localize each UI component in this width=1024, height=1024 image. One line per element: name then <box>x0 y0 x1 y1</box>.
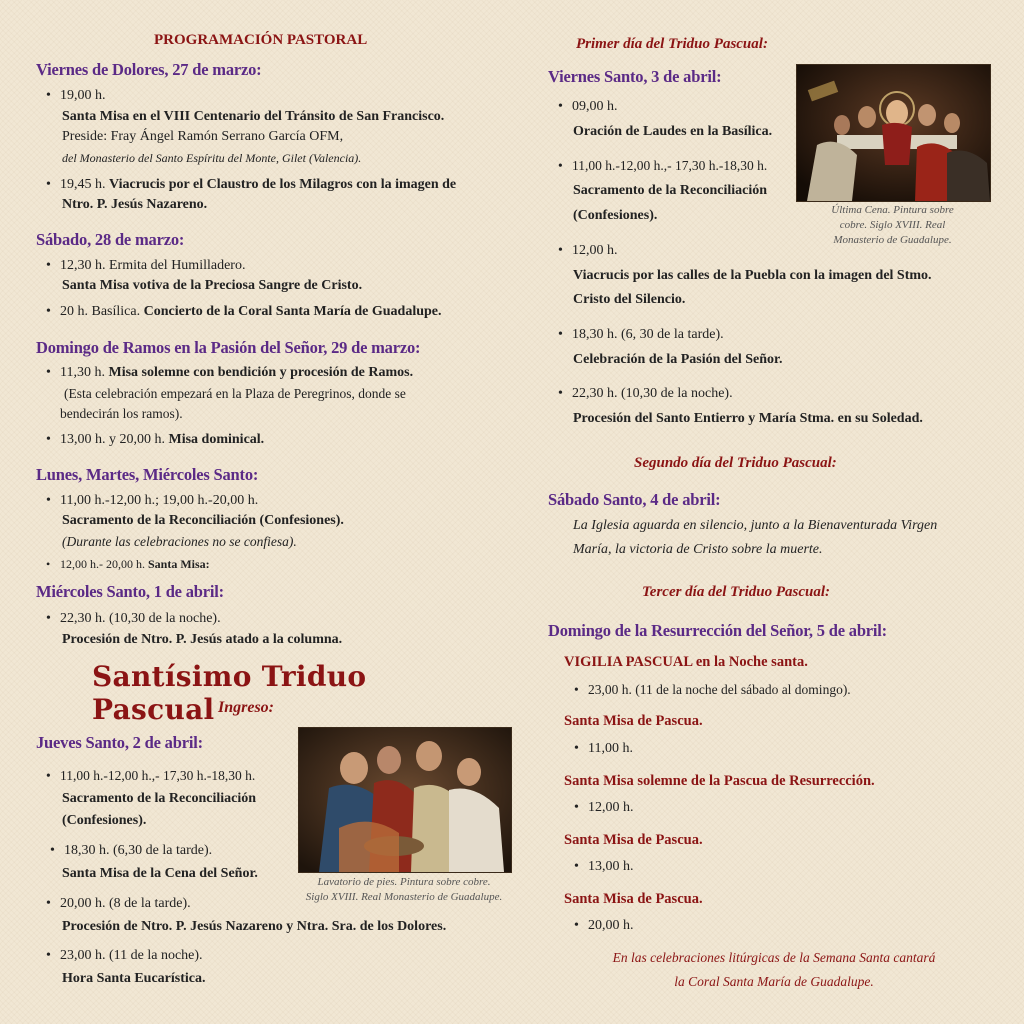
heading-lunes-miercoles: Lunes, Martes, Miércoles Santo: <box>36 465 259 484</box>
time-lunes-2: • 12,00 h.- 20,00 h. <box>46 557 145 571</box>
misa-2-time: • 12,00 h. <box>574 798 634 818</box>
event-ramos-2: Misa dominical. <box>168 432 265 447</box>
event-jueves-1a: Sacramento de la Reconciliación <box>62 791 257 806</box>
misa-3-title: Santa Misa de Pascua. <box>564 832 703 848</box>
monastery-text: del Monasterio del Santo Espíritu del Monte, Gilet (Valencia). <box>62 151 362 165</box>
lunes-line-2 <box>46 554 210 574</box>
event-viernes-dolores-2a: Viacrucis por el Claustro de los Milagros con la imagen de <box>109 177 457 192</box>
event-sabado-1: Santa Misa votiva de la Preciosa Sangre de Cristo. <box>62 278 363 293</box>
event-miercoles-1: Procesión de Ntro. P. Jesús atado a la columna. <box>62 632 343 647</box>
event-vs-5: Procesión del Santo Entierro y María Stma. en su Soledad. <box>573 411 923 426</box>
misa-2-title: Santa Misa solemne de la Pascua de Resurrección. <box>564 773 875 789</box>
primer-dia-title: Primer día del Triduo Pascual: <box>576 36 768 52</box>
viacrucis-line <box>46 175 456 195</box>
event-jueves-2: Santa Misa de la Cena del Señor. <box>62 866 258 881</box>
vigilia-title: VIGILIA PASCUAL en la Noche santa. <box>564 654 808 670</box>
event-ramos-1: Misa solemne con bendición y procesión de Ramos. <box>108 365 414 380</box>
time-vs-3: • 12,00 h. <box>558 241 618 261</box>
foot-washing-image <box>299 728 511 872</box>
last-supper-painting <box>796 64 991 202</box>
sabado-line-2 <box>46 302 442 322</box>
heading-sabado: Sábado, 28 de marzo: <box>36 230 185 249</box>
vigilia-time: • 23,00 h. (11 de la noche del sábado al domingo). <box>574 680 851 700</box>
time-viernes-dolores-1: • 19,00 h. <box>46 86 106 106</box>
time-lunes-1: • 11,00 h.-12,00 h.; 19,00 h.-20,00 h. <box>46 491 258 511</box>
time-miercoles-1: • 22,30 h. (10,30 de la noche). <box>46 609 221 629</box>
footer-note <box>584 946 964 994</box>
segundo-dia-title: Segundo día del Triduo Pascual: <box>634 455 837 471</box>
last-supper-caption-c: Monasterio de Guadalupe. <box>833 234 952 246</box>
last-supper-caption <box>796 203 989 248</box>
heading-domingo-ramos: Domingo de Ramos en la Pasión del Señor, 29 de marzo: <box>36 338 421 357</box>
ramos-line-2 <box>46 430 264 450</box>
note-lunes-1: (Durante las celebraciones no se confiesa). <box>62 534 297 549</box>
event-viernes-dolores-2b: Ntro. P. Jesús Nazareno. <box>62 197 208 212</box>
ramos-note-b: bendecirán los ramos). <box>60 406 183 421</box>
event-vs-4: Celebración de la Pasión del Señor. <box>573 352 783 367</box>
programming-title: PROGRAMACIÓN PASTORAL <box>154 32 368 48</box>
footer-note-b: la Coral Santa María de Guadalupe. <box>674 974 874 989</box>
event-lunes-2: Santa Misa: <box>148 557 210 571</box>
event-vs-1: Oración de Laudes en la Basílica. <box>573 124 773 139</box>
last-supper-caption-b: cobre. Siglo XVIII. Real <box>839 219 946 231</box>
time-ramos-1: • 11,30 h. <box>46 365 105 380</box>
heading-viernes-dolores: Viernes de Dolores, 27 de marzo: <box>36 60 262 79</box>
triduo-title: Santísimo Triduo Pascual <box>92 660 367 726</box>
time-ramos-2: • 13,00 h. y 20,00 h. <box>46 432 165 447</box>
heading-miercoles: Miércoles Santo, 1 de abril: <box>36 582 224 601</box>
preside-text: Preside: Fray Ángel Ramón Serrano García OFM, <box>62 129 344 144</box>
time-jueves-1: • 11,00 h.-12,00 h.,- 17,30 h.-18,30 h. <box>46 766 255 786</box>
misa-4-time: • 20,00 h. <box>574 916 634 936</box>
time-sabado-2: • 20 h. Basílica. <box>46 304 140 319</box>
event-viernes-dolores-1: Santa Misa en el VIII Centenario del Tránsito de San Francisco. <box>62 109 445 124</box>
misa-1-title: Santa Misa de Pascua. <box>564 713 703 729</box>
heading-domingo-resurreccion: Domingo de la Resurrección del Señor, 5 de abril: <box>548 621 887 640</box>
heading-viernes-santo: Viernes Santo, 3 de abril: <box>548 67 722 86</box>
foot-washing-caption <box>298 875 510 905</box>
event-vs-3b: Cristo del Silencio. <box>573 292 686 307</box>
heading-jueves: Jueves Santo, 2 de abril: <box>36 733 203 752</box>
time-sabado-1: • 12,30 h. Ermita del Humilladero. <box>46 256 245 276</box>
foot-washing-caption-a: Lavatorio de pies. Pintura sobre cobre. <box>317 876 491 888</box>
time-jueves-3: • 20,00 h. (8 de la tarde). <box>46 894 191 914</box>
misa-1-time: • 11,00 h. <box>574 739 633 759</box>
time-viernes-dolores-2: • 19,45 h. <box>46 177 106 192</box>
last-supper-caption-a: Última Cena. Pintura sobre <box>831 204 954 216</box>
event-sabado-2: Concierto de la Coral Santa María de Guadalupe. <box>143 304 442 319</box>
time-jueves-4: • 23,00 h. (11 de la noche). <box>46 946 203 966</box>
last-supper-image <box>797 65 990 201</box>
heading-sabado-santo: Sábado Santo, 4 de abril: <box>548 490 721 509</box>
ingreso-label: Ingreso: <box>218 699 275 716</box>
event-jueves-4: Hora Santa Eucarística. <box>62 971 206 986</box>
event-vs-2a: Sacramento de la Reconciliación <box>573 183 768 198</box>
event-jueves-1b: (Confesiones). <box>62 813 147 828</box>
time-jueves-2: • 18,30 h. (6,30 de la tarde). <box>50 841 212 861</box>
foot-washing-painting <box>298 727 512 873</box>
time-vs-5: • 22,30 h. (10,30 de la noche). <box>558 384 733 404</box>
footer-note-a: En las celebraciones litúrgicas de la Semana Santa cantará <box>612 950 936 965</box>
event-vs-3a: Viacrucis por las calles de la Puebla con la imagen del Stmo. <box>573 268 932 283</box>
event-vs-2b: (Confesiones). <box>573 208 658 223</box>
misa-3-time: • 13,00 h. <box>574 857 634 877</box>
sabado-santo-text-a: La Iglesia aguarda en silencio, junto a la Bienaventurada Virgen <box>573 518 938 533</box>
foot-washing-caption-b: Siglo XVIII. Real Monasterio de Guadalupe. <box>305 891 503 903</box>
ramos-note-a: (Esta celebración empezará en la Plaza de Peregrinos, donde se <box>64 386 406 401</box>
event-lunes-1: Sacramento de la Reconciliación (Confesiones). <box>62 513 344 528</box>
misa-4-title: Santa Misa de Pascua. <box>564 891 703 907</box>
ramos-line-1 <box>46 363 413 383</box>
tercer-dia-title: Tercer día del Triduo Pascual: <box>642 584 831 600</box>
time-vs-2: • 11,00 h.-12,00 h.,- 17,30 h.-18,30 h. <box>558 156 767 176</box>
time-vs-1: • 09,00 h. <box>558 97 618 117</box>
event-jueves-3: Procesión de Ntro. P. Jesús Nazareno y Ntra. Sra. de los Dolores. <box>62 919 447 934</box>
time-vs-4: • 18,30 h. (6, 30 de la tarde). <box>558 325 724 345</box>
sabado-santo-text-b: María, la victoria de Cristo sobre la muerte. <box>573 542 823 557</box>
